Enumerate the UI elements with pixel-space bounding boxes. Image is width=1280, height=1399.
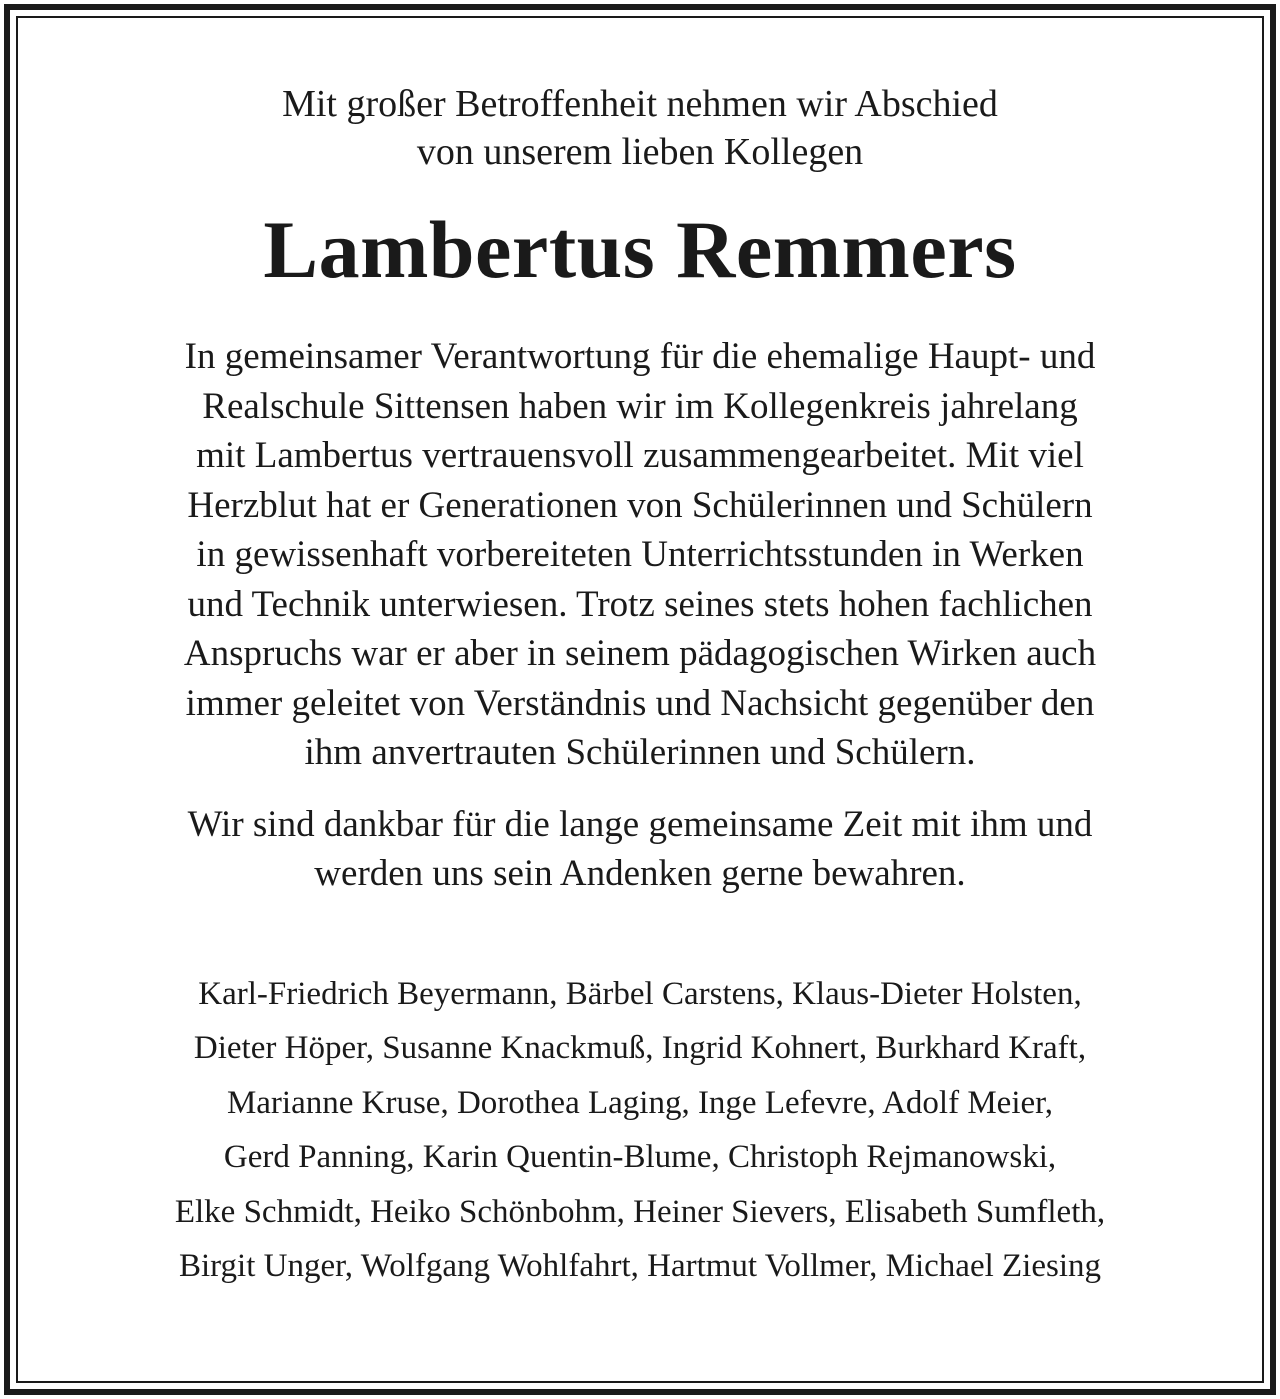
signer-line: Karl-Friedrich Beyermann, Bärbel Carstens, Klaus-Dieter Holsten, bbox=[198, 975, 1082, 1012]
tribute-line: Anspruchs war er aber in seinem pädagogischen Wirken auch bbox=[183, 633, 1097, 674]
tribute-line: ihm anvertrauten Schülerinnen und Schülern. bbox=[304, 732, 976, 773]
tribute-line: in gewissenhaft vorbereiteten Unterrichtsstunden in Werken bbox=[196, 534, 1084, 575]
signer-line: Birgit Unger, Wolfgang Wohlfahrt, Hartmut Vollmer, Michael Ziesing bbox=[178, 1248, 1102, 1284]
intro-text bbox=[40, 80, 1240, 176]
tribute-line: Realschule Sittensen haben wir im Kollegenkreis jahrelang bbox=[202, 385, 1078, 427]
tribute-line: und Technik unterwiesen. Trotz seines stets hohen fachlichen bbox=[187, 583, 1093, 625]
tribute-line: In gemeinsamer Verantwortung für die ehemalige Haupt- und bbox=[184, 336, 1096, 377]
signer-line: Marianne Kruse, Dorothea Laging, Inge Lefevre, Adolf Meier, bbox=[226, 1084, 1054, 1121]
tribute-line: Herzblut hat er Generationen von Schülerinnen und Schülern bbox=[187, 484, 1093, 526]
signer-line: Elke Schmidt, Heiko Schönbohm, Heiner Sievers, Elisabeth Sumfleth, bbox=[174, 1193, 1106, 1230]
closing-paragraph bbox=[40, 800, 1240, 899]
intro-line: Mit großer Betroffenheit nehmen wir Abschied bbox=[282, 83, 998, 125]
tribute-line: mit Lambertus vertrauensvoll zusammengearbeitet. Mit viel bbox=[196, 435, 1084, 476]
signers-list bbox=[40, 967, 1240, 1294]
closing-line: Wir sind dankbar für die lange gemeinsame Zeit mit ihm und bbox=[187, 803, 1093, 845]
tribute-paragraph bbox=[40, 332, 1240, 778]
closing-line: werden uns sein Andenken gerne bewahren. bbox=[314, 853, 966, 894]
tribute-line: immer geleitet von Verständnis und Nachsicht gegenüber den bbox=[185, 682, 1095, 724]
signer-line: Gerd Panning, Karin Quentin-Blume, Christoph Rejmanowski, bbox=[223, 1139, 1057, 1175]
intro-line: von unserem lieben Kollegen bbox=[416, 131, 864, 173]
signer-line: Dieter Höper, Susanne Knackmuß, Ingrid Kohnert, Burkhard Kraft, bbox=[193, 1030, 1087, 1066]
obituary-notice bbox=[40, 80, 1240, 1294]
deceased-name: Lambertus Remmers bbox=[263, 204, 1017, 295]
